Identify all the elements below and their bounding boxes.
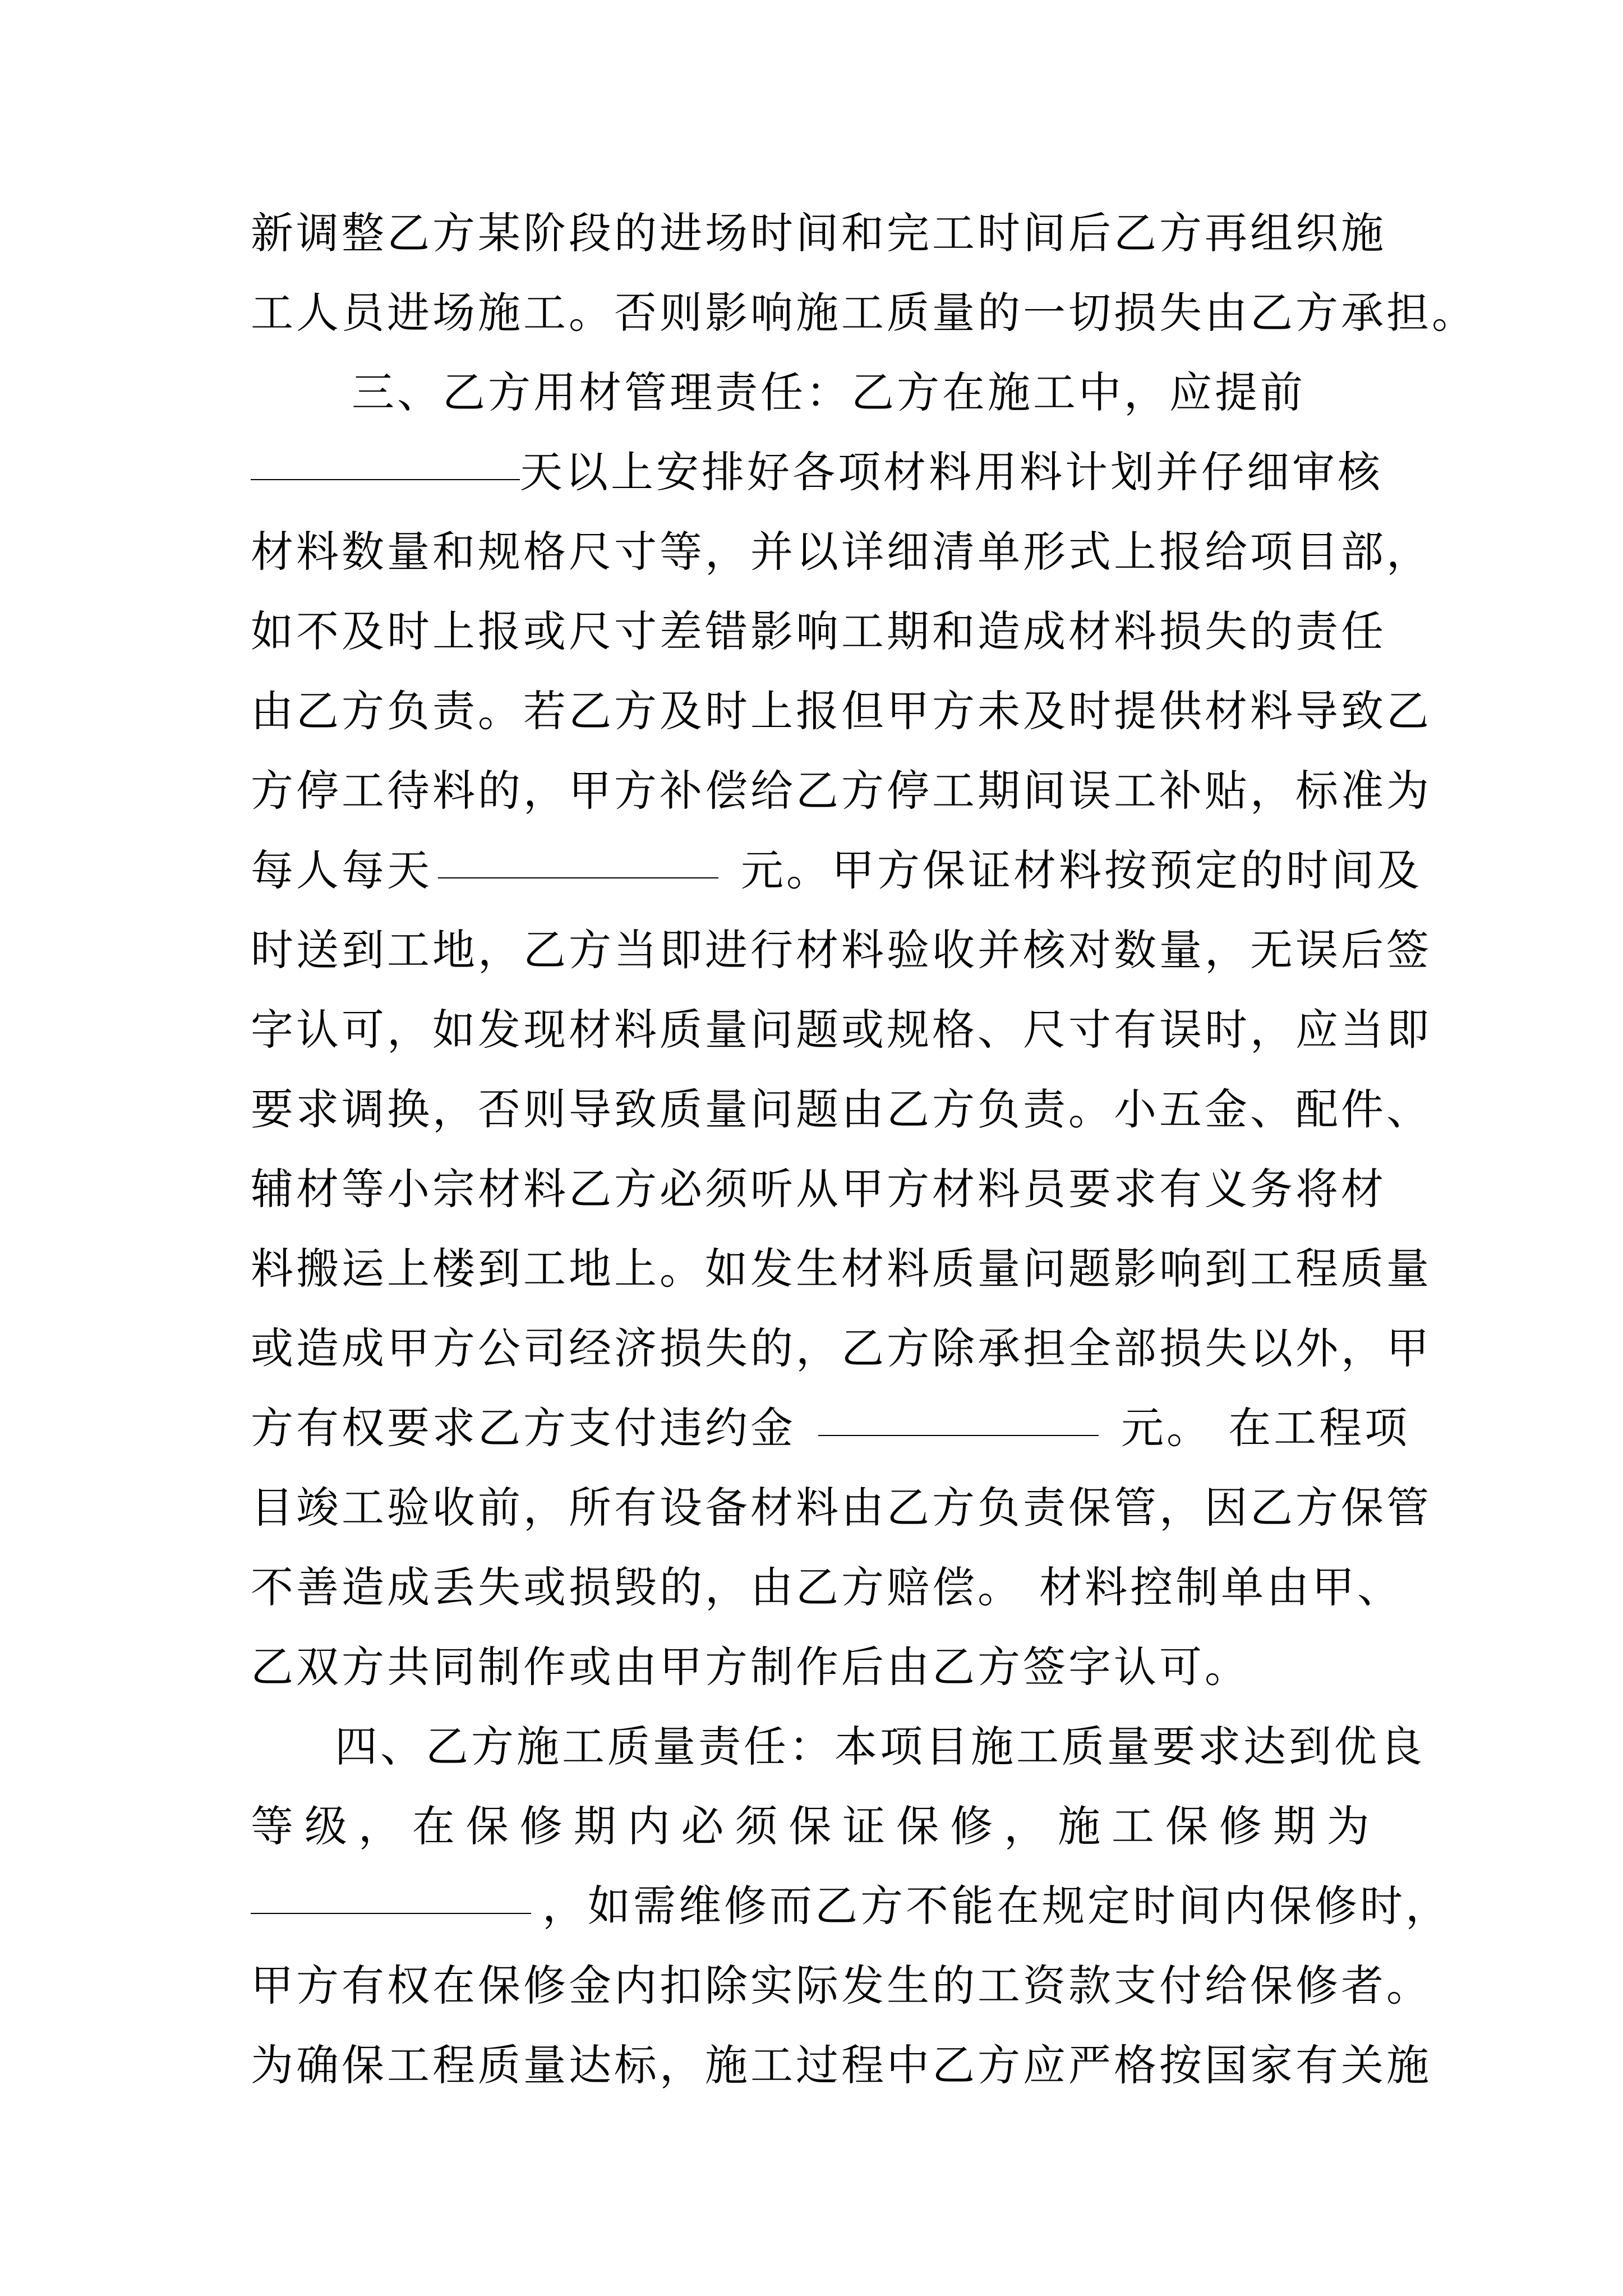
paragraph-line (251, 1389, 1410, 1467)
glyph: 期 (573, 1801, 619, 1851)
glyph: 在 (412, 1801, 458, 1851)
paragraph-line (251, 433, 1383, 512)
line-text: 元。甲方保证材料按预定的时间及 (741, 845, 1422, 895)
line-text: ，如需维修而乙方不能在规定时间内保修时， (542, 1881, 1451, 1931)
glyph: 等 (251, 1801, 296, 1851)
paragraph-line: 要求调换，否则导致质量问题由乙方负责。小五金、配件、 (251, 1084, 1432, 1134)
glyph: 修 (950, 1801, 996, 1851)
glyph: 修 (1219, 1801, 1265, 1851)
fill-in-blank[interactable] (251, 1867, 531, 1914)
glyph: 保 (465, 1801, 511, 1851)
section-heading-line: 三、乙方用材管理责任：乙方在施工中，应提前 (352, 367, 1306, 417)
paragraph-line: 为确保工程质量达标，施工过程中乙方应严格按国家有关施 (251, 2040, 1432, 2090)
paragraph-line: 料搬运上楼到工地上。如发生材料质量问题影响到工程质量 (251, 1244, 1432, 1294)
glyph: 必 (681, 1801, 727, 1851)
paragraph-line (251, 1787, 1372, 1866)
glyph: ， (358, 1801, 404, 1851)
paragraph-line: 时送到工地，乙方当即进行材料验收并核对数量，无误后签 (251, 925, 1432, 975)
section-heading-line: 四、乙方施工质量责任：本项目施工质量要求达到优良 (335, 1722, 1425, 1772)
line-text: 元。 在工程项 (1121, 1403, 1410, 1453)
glyph: ， (1004, 1801, 1050, 1851)
glyph: 施 (1058, 1801, 1104, 1851)
glyph: 证 (842, 1801, 888, 1851)
fill-in-blank[interactable] (438, 831, 718, 878)
paragraph-line (251, 1867, 1451, 1945)
glyph: 修 (519, 1801, 565, 1851)
paragraph-line: 辅材等小宗材料乙方必须听从甲方材料员要求有义务将材 (251, 1164, 1386, 1214)
glyph: 保 (789, 1801, 834, 1851)
glyph: 保 (896, 1801, 942, 1851)
paragraph-line: 字认可，如发现材料质量问题或规格、尺寸有误时，应当即 (251, 1005, 1432, 1055)
glyph: 保 (1165, 1801, 1211, 1851)
paragraph-line: 或造成甲方公司经济损失的，乙方除承担全部损失以外，甲 (251, 1323, 1432, 1373)
fill-in-blank[interactable] (251, 433, 520, 480)
glyph: 期 (1272, 1801, 1318, 1851)
paragraph-line: 如不及时上报或尺寸差错影响工期和造成材料损失的责任 (251, 606, 1386, 656)
paragraph-line: 目竣工验收前，所有设备材料由乙方负责保管，因乙方保管 (251, 1483, 1432, 1533)
fill-in-blank[interactable] (818, 1389, 1099, 1436)
line-text: 天以上安排好各项材料用料计划并仔细审核 (520, 447, 1383, 497)
glyph: 内 (627, 1801, 673, 1851)
paragraph-line: 方停工待料的，甲方补偿给乙方停工期间误工补贴，标准为 (251, 766, 1432, 816)
paragraph-line: 不善造成丢失或损毁的，由乙方赔偿。 材料控制单由甲、 (251, 1562, 1403, 1612)
paragraph-line (251, 831, 1422, 910)
paragraph-line: 由乙方负责。若乙方及时上报但甲方未及时提供材料导致乙 (251, 686, 1432, 736)
glyph: 级 (304, 1801, 350, 1851)
glyph: 须 (735, 1801, 781, 1851)
line-text: 每人每天 (251, 845, 432, 895)
paragraph-line: 甲方有权在保修金内扣除实际发生的工资款支付给保修者。 (251, 1961, 1432, 2010)
glyph: 工 (1112, 1801, 1157, 1851)
paragraph-line: 新调整乙方某阶段的进场时间和完工时间后乙方再组织施 (251, 208, 1386, 258)
paragraph-line: 乙双方共同制作或由甲方制作后由乙方签字认可。 (251, 1642, 1250, 1692)
glyph: 为 (1326, 1801, 1372, 1851)
paragraph-line: 材料数量和规格尺寸等，并以详细清单形式上报给项目部， (251, 527, 1432, 577)
line-text: 方有权要求乙方支付违约金 (251, 1403, 796, 1453)
paragraph-line: 工人员进场施工。否则影响施工质量的一切损失由乙方承担。 (251, 288, 1477, 338)
